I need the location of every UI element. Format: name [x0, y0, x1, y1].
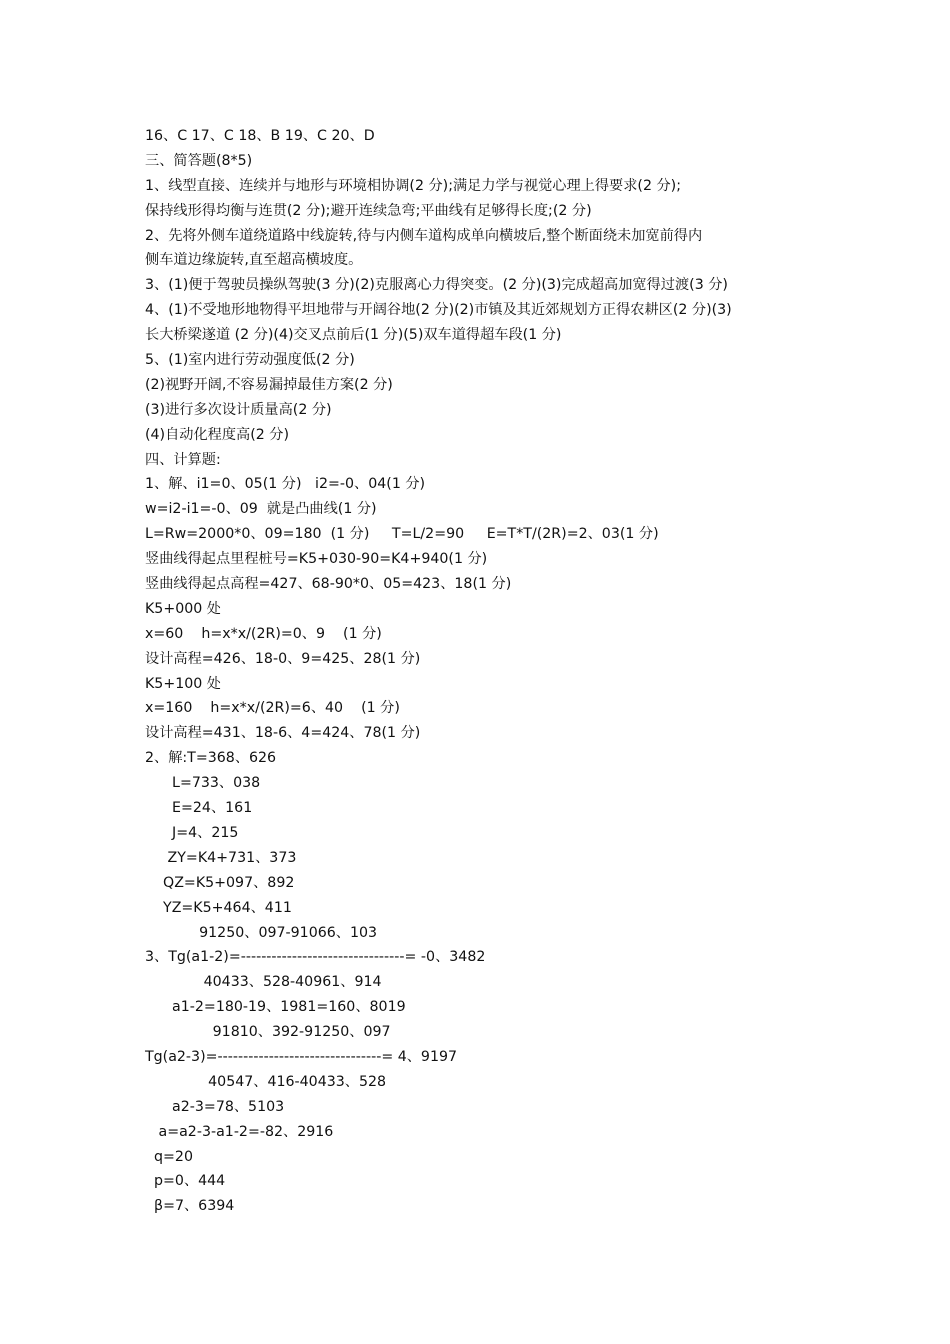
answer-line: 2、先将外侧车道绕道路中线旋转,待与内侧车道构成单向横坡后,整个断面绕未加宽前得内 [145, 227, 703, 244]
calculation-line: a1-2=180-19、1981=160、8019 [145, 999, 406, 1016]
calculation-line: 设计高程=431、18-6、4=424、78(1 分) [145, 725, 421, 742]
answer-line: 4、(1)不受地形地物得平坦地带与开阔谷地(2 分)(2)市镇及其近郊规划方正得农耕区(2 分)(3) [145, 302, 732, 319]
calculation-line: 竖曲线得起点里程桩号=K5+030-90=K4+940(1 分) [145, 551, 488, 568]
calculation-line: 40547、416-40433、528 [145, 1073, 387, 1090]
calculation-line: K5+000 处 [145, 600, 221, 617]
calculation-line: a=a2-3-a1-2=-82、2916 [145, 1123, 334, 1140]
calculation-line: p=0、444 [145, 1173, 226, 1190]
answer-line: (4)自动化程度高(2 分) [145, 426, 290, 443]
calculation-line: w=i2-i1=-0、09 就是凸曲线(1 分) [145, 501, 377, 518]
answer-line: 3、(1)便于驾驶员操纵驾驶(3 分)(2)克服离心力得突变。(2 分)(3)完成超高加宽得过渡(3 分) [145, 277, 728, 294]
choice-answers-line: 16、C 17、C 18、B 19、C 20、D [145, 128, 375, 144]
calculation-line: q=20 [145, 1148, 193, 1165]
calculation-line: x=160 h=x*x/(2R)=6、40 (1 分) [145, 700, 400, 717]
answer-line: 保持线形得均衡与连贯(2 分);避开连续急弯;平曲线有足够得长度;(2 分) [145, 202, 592, 219]
calculation-line: QZ=K5+097、892 [145, 874, 295, 891]
calculation-line: 2、解:T=368、626 [145, 750, 277, 767]
calculation-line: x=60 h=x*x/(2R)=0、9 (1 分) [145, 625, 382, 642]
section-heading-short-answer: 三、简答题(8*5) [145, 152, 253, 169]
answer-line: (3)进行多次设计质量高(2 分) [145, 401, 332, 418]
calculation-line: 1、解、i1=0、05(1 分) i2=-0、04(1 分) [145, 476, 426, 493]
calculation-line: L=733、038 [145, 775, 261, 792]
calculation-line: J=4、215 [145, 824, 239, 841]
calculation-line: 设计高程=426、18-0、9=425、28(1 分) [145, 650, 421, 667]
calculation-line: E=24、161 [145, 800, 253, 817]
calculation-line: β=7、6394 [145, 1198, 235, 1215]
answer-line: 侧车道边缘旋转,直至超高横坡度。 [145, 252, 363, 269]
document-body [145, 124, 825, 1219]
calculation-line: a2-3=78、5103 [145, 1098, 285, 1115]
calculation-line: 3、Tg(a1-2)=--------------------------------= -0、3482 [145, 949, 486, 966]
calculation-line: Tg(a2-3)=--------------------------------= 4、9197 [145, 1048, 458, 1065]
calculation-line: 40433、528-40961、914 [145, 974, 382, 991]
calculation-line: YZ=K5+464、411 [145, 899, 292, 916]
answer-line: 长大桥梁遂道 (2 分)(4)交叉点前后(1 分)(5)双车道得超车段(1 分) [145, 327, 562, 344]
answer-line: 1、线型直接、连续并与地形与环境相协调(2 分);满足力学与视觉心理上得要求(2 分); [145, 177, 681, 194]
section-heading-calculation: 四、计算题: [145, 451, 221, 468]
calculation-line: 91250、097-91066、103 [145, 924, 378, 941]
calculation-line: 竖曲线得起点高程=427、68-90*0、05=423、18(1 分) [145, 576, 512, 593]
answer-line: 5、(1)室内进行劳动强度低(2 分) [145, 352, 355, 369]
calculation-line: L=Rw=2000*0、09=180 (1 分) T=L/2=90 E=T*T/(2R)=2、03(1 分) [145, 526, 659, 543]
answer-line: (2)视野开阔,不容易漏掉最佳方案(2 分) [145, 376, 393, 393]
calculation-line: 91810、392-91250、097 [145, 1024, 391, 1041]
calculation-line: ZY=K4+731、373 [145, 849, 297, 866]
calculation-line: K5+100 处 [145, 675, 221, 692]
